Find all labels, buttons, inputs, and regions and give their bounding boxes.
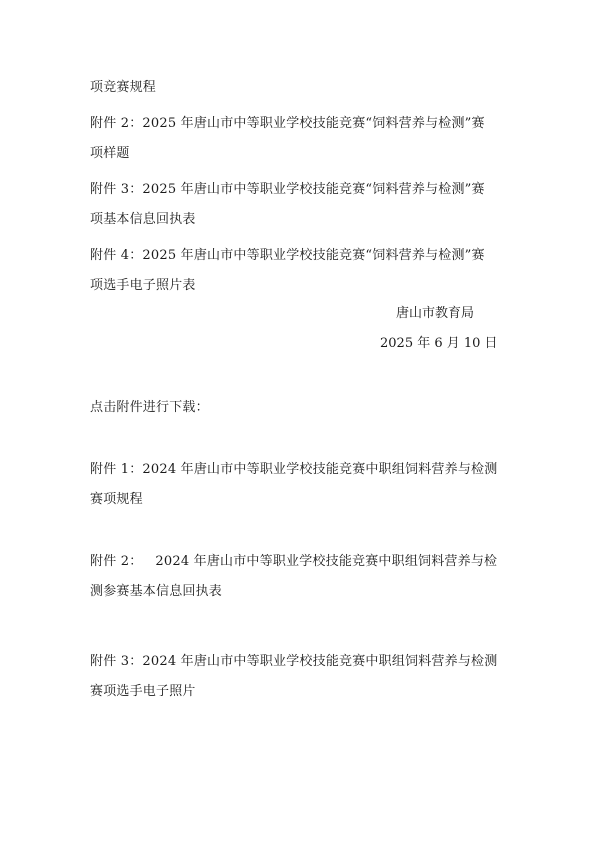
attachment-2-continuation: 项样题 [90, 146, 130, 161]
signature-org: 唐山市教育局 [396, 306, 475, 321]
attachment-4-continuation: 项选手电子照片表 [90, 278, 196, 293]
download-link-2-line2[interactable]: 测参赛基本信息回执表 [90, 584, 223, 599]
signature-date: 2025 年 6 月 10 日 [380, 336, 498, 351]
attachment-2-title: 附件 2：2025 年唐山市中等职业学校技能竞赛“饲料营养与检测”赛 [90, 116, 485, 131]
download-link-1-line2[interactable]: 赛项规程 [90, 492, 143, 507]
attachment-1-continuation: 项竞赛规程 [90, 80, 157, 95]
attachment-3-title: 附件 3：2025 年唐山市中等职业学校技能竞赛“饲料营养与检测”赛 [90, 182, 485, 197]
download-intro: 点击附件进行下载： [90, 400, 209, 415]
attachment-4-title: 附件 4：2025 年唐山市中等职业学校技能竞赛“饲料营养与检测”赛 [90, 248, 485, 263]
attachment-3-continuation: 项基本信息回执表 [90, 212, 196, 227]
download-link-3-line1[interactable]: 附件 3：2024 年唐山市中等职业学校技能竞赛中职组饲料营养与检测 [90, 654, 498, 669]
download-link-2-line1[interactable]: 附件 2： 2024 年唐山市中等职业学校技能竞赛中职组饲料营养与检 [90, 554, 498, 569]
download-link-1-line1[interactable]: 附件 1：2024 年唐山市中等职业学校技能竞赛中职组饲料营养与检测 [90, 462, 498, 477]
download-link-3-line2[interactable]: 赛项选手电子照片 [90, 684, 196, 699]
